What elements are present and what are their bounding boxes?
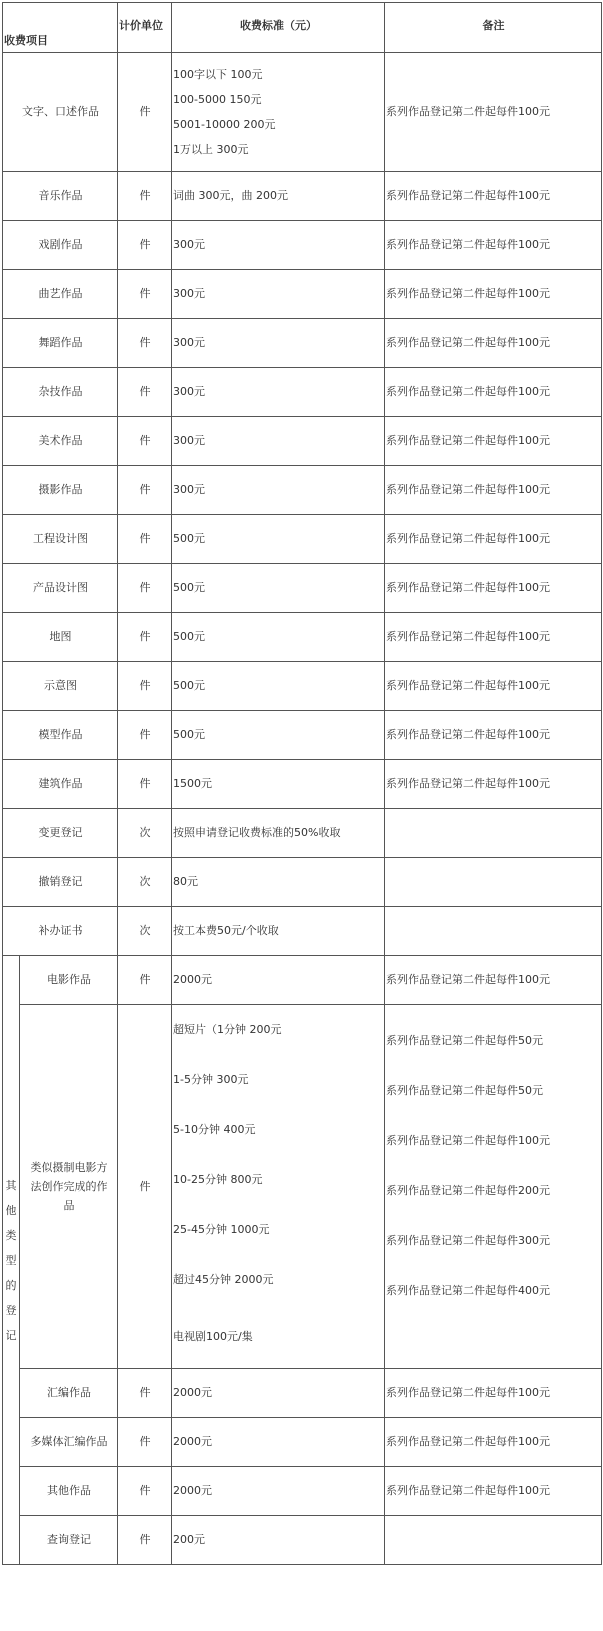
row-note: 系列作品登记第二件起每件100元: [385, 515, 602, 564]
row-fee: 2000元: [172, 1369, 385, 1418]
row-fee: 500元: [172, 515, 385, 564]
row-fee: 300元: [172, 221, 385, 270]
fee-note: 系列作品登记第二件起每件100元: [386, 1134, 550, 1147]
header-note: 备注: [385, 3, 602, 53]
row-fee: 200元: [172, 1516, 385, 1565]
row-unit: 次: [118, 809, 172, 858]
fee-tier: 超短片（1分钟 200元: [173, 1023, 282, 1036]
row-note: 系列作品登记第二件起每件100元: [385, 1467, 602, 1516]
table-row: [3, 1516, 602, 1565]
row-note: 系列作品登记第二件起每件100元: [385, 319, 602, 368]
row-note: 系列作品登记第二件起每件100元: [385, 368, 602, 417]
row-fee: 300元: [172, 319, 385, 368]
row-item: 示意图: [3, 662, 118, 711]
fee-note: 系列作品登记第二件起每件400元: [386, 1284, 550, 1297]
table-row: [3, 466, 602, 515]
row-item: 补办证书: [3, 907, 118, 956]
table-row: [3, 858, 602, 907]
row-item: 汇编作品: [20, 1369, 118, 1418]
fee-table: [2, 2, 602, 1565]
table-row: [3, 417, 602, 466]
row-item: 文字、口述作品: [3, 53, 118, 172]
row-item: 产品设计图: [3, 564, 118, 613]
row-item: 电影作品: [20, 956, 118, 1005]
row-unit: 件: [118, 515, 172, 564]
row-fee: 2000元: [172, 1467, 385, 1516]
row-note: [385, 809, 602, 858]
row-fee: 按工本费50元/个收取: [172, 907, 385, 956]
row-fee: 500元: [172, 711, 385, 760]
row-item-film-like: 类似摄制电影方 法创作完成的作 品: [20, 1005, 118, 1369]
table-row: [3, 53, 602, 172]
row-item: 美术作品: [3, 417, 118, 466]
fee-tier: 5001-10000 200元: [173, 118, 276, 131]
table-row: [3, 760, 602, 809]
row-fee: 1500元: [172, 760, 385, 809]
fee-tv: 电视剧100元/集: [173, 1330, 253, 1343]
row-unit: 件: [118, 270, 172, 319]
row-note: 系列作品登记第二件起每件100元: [385, 760, 602, 809]
table-row: [3, 1467, 602, 1516]
row-unit: 次: [118, 858, 172, 907]
row-note: [385, 907, 602, 956]
table-row: [3, 907, 602, 956]
row-item: 舞蹈作品: [3, 319, 118, 368]
row-note: 系列作品登记第二件起每件100元: [385, 564, 602, 613]
row-item: 曲艺作品: [3, 270, 118, 319]
fee-tier: 100字以下 100元: [173, 68, 263, 81]
row-unit: 件: [118, 53, 172, 172]
row-note: 系列作品登记第二件起每件100元: [385, 221, 602, 270]
row-fee: 500元: [172, 613, 385, 662]
row-item: 杂技作品: [3, 368, 118, 417]
row-unit: 件: [118, 221, 172, 270]
row-fee-tiers: [172, 53, 385, 172]
row-item: 查询登记: [20, 1516, 118, 1565]
fee-note: 系列作品登记第二件起每件200元: [386, 1184, 550, 1197]
row-note: 系列作品登记第二件起每件100元: [385, 711, 602, 760]
row-fee: 300元: [172, 417, 385, 466]
header-standard: 收费标准（元）: [172, 3, 385, 53]
row-fee: 词曲 300元，曲 200元: [172, 172, 385, 221]
table-header-row: [3, 3, 602, 53]
row-unit: 件: [118, 1516, 172, 1565]
table-row: [3, 221, 602, 270]
row-item: 其他作品: [20, 1467, 118, 1516]
row-item: 工程设计图: [3, 515, 118, 564]
table-row: [3, 564, 602, 613]
row-item: 变更登记: [3, 809, 118, 858]
row-item: 模型作品: [3, 711, 118, 760]
fee-tier: 1万以上 300元: [173, 143, 249, 156]
row-unit: 件: [118, 466, 172, 515]
fee-note: 系列作品登记第二件起每件300元: [386, 1234, 550, 1247]
table-row: [3, 956, 602, 1005]
row-fee: 按照申请登记收费标准的50%收取: [172, 809, 385, 858]
row-notes: [385, 1005, 602, 1369]
row-note: 系列作品登记第二件起每件100元: [385, 172, 602, 221]
table-row: [3, 1418, 602, 1467]
table-row: [3, 172, 602, 221]
fee-tier: 10-25分钟 800元: [173, 1173, 263, 1186]
table-row: [3, 711, 602, 760]
row-fee: 2000元: [172, 1418, 385, 1467]
row-note: 系列作品登记第二件起每件100元: [385, 956, 602, 1005]
row-note: [385, 1516, 602, 1565]
row-item: 地图: [3, 613, 118, 662]
row-item: 摄影作品: [3, 466, 118, 515]
table-row: [3, 270, 602, 319]
row-item: 戏剧作品: [3, 221, 118, 270]
row-note: [385, 858, 602, 907]
row-item: 撤销登记: [3, 858, 118, 907]
header-unit: 计价单位: [118, 3, 172, 53]
fee-tier: 100-5000 150元: [173, 93, 262, 106]
row-fee: 500元: [172, 564, 385, 613]
row-unit: 件: [118, 613, 172, 662]
fee-tier: 25-45分钟 1000元: [173, 1223, 270, 1236]
table-row: [3, 662, 602, 711]
group-label-other: 其 他 类 型 的 登 记: [3, 956, 20, 1565]
row-item: 音乐作品: [3, 172, 118, 221]
table-row: [3, 613, 602, 662]
row-fee: 2000元: [172, 956, 385, 1005]
row-fee: 500元: [172, 662, 385, 711]
table-row: [3, 515, 602, 564]
table-row: [3, 319, 602, 368]
row-unit: 件: [118, 1418, 172, 1467]
row-note: 系列作品登记第二件起每件100元: [385, 417, 602, 466]
table-row: [3, 1369, 602, 1418]
fee-tier: 1-5分钟 300元: [173, 1073, 249, 1086]
table-row: [3, 1005, 602, 1369]
row-unit: 件: [118, 1467, 172, 1516]
row-unit: 次: [118, 907, 172, 956]
fee-note: 系列作品登记第二件起每件50元: [386, 1034, 543, 1047]
row-note: 系列作品登记第二件起每件100元: [385, 662, 602, 711]
row-unit: 件: [118, 319, 172, 368]
row-fee: 300元: [172, 368, 385, 417]
table-row: [3, 809, 602, 858]
table-row: [3, 368, 602, 417]
row-unit: 件: [118, 564, 172, 613]
row-note: 系列作品登记第二件起每件100元: [385, 270, 602, 319]
fee-tier: 超过45分钟 2000元: [173, 1273, 274, 1286]
row-note: 系列作品登记第二件起每件100元: [385, 466, 602, 515]
row-unit: 件: [118, 1369, 172, 1418]
row-unit: 件: [118, 711, 172, 760]
fee-tier: 5-10分钟 400元: [173, 1123, 256, 1136]
row-unit: 件: [118, 662, 172, 711]
row-unit: 件: [118, 417, 172, 466]
fee-note: 系列作品登记第二件起每件50元: [386, 1084, 543, 1097]
row-note: 系列作品登记第二件起每件100元: [385, 1418, 602, 1467]
row-unit: 件: [118, 760, 172, 809]
row-fee-tiers: [172, 1005, 385, 1369]
header-item: 收费项目: [3, 3, 118, 53]
row-note: 系列作品登记第二件起每件100元: [385, 613, 602, 662]
row-item: 建筑作品: [3, 760, 118, 809]
row-note: 系列作品登记第二件起每件100元: [385, 1369, 602, 1418]
row-unit: 件: [118, 956, 172, 1005]
row-unit: 件: [118, 368, 172, 417]
row-fee: 300元: [172, 270, 385, 319]
row-note: 系列作品登记第二件起每件100元: [385, 53, 602, 172]
row-item: 多媒体汇编作品: [20, 1418, 118, 1467]
row-fee: 300元: [172, 466, 385, 515]
row-fee: 80元: [172, 858, 385, 907]
row-unit: 件: [118, 1005, 172, 1369]
row-unit: 件: [118, 172, 172, 221]
